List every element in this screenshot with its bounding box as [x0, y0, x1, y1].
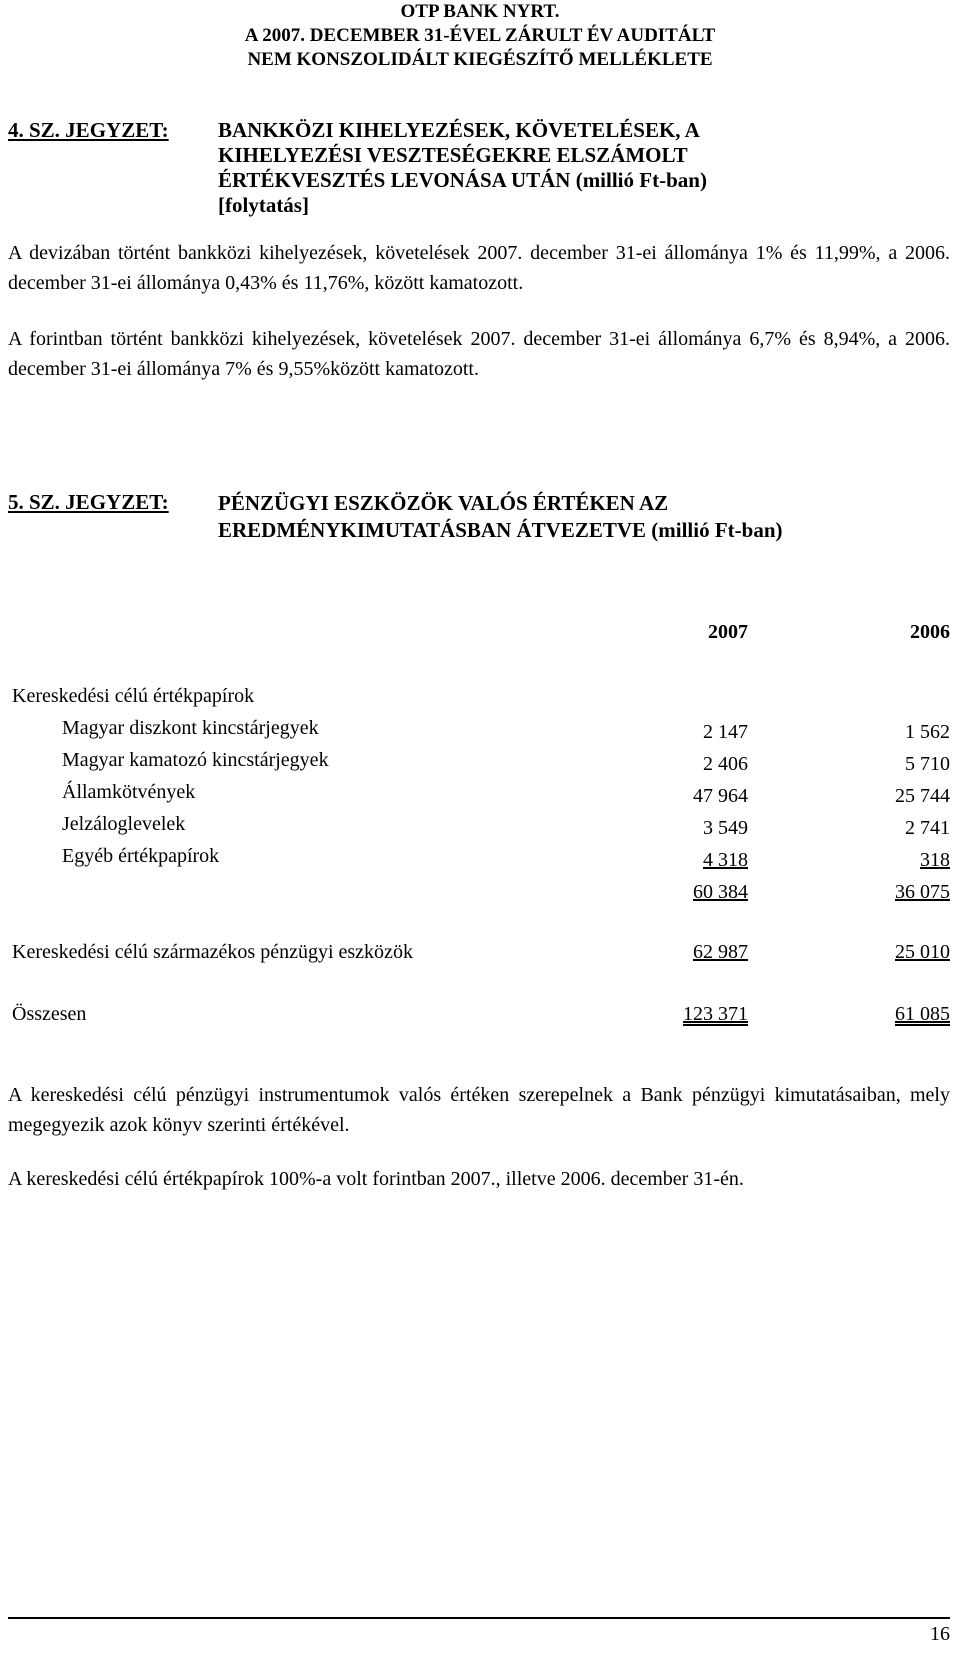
- value-2007: 2 406: [703, 753, 748, 775]
- bank-name: OTP BANK NYRT.: [400, 1, 560, 22]
- footer-divider: [8, 1617, 950, 1619]
- total-2006: 61 085: [895, 1003, 950, 1025]
- row-label: Jelzáloglevelek: [62, 813, 186, 835]
- fair-value-paragraph: A kereskedési célú pénzügyi instrumentumok valós értéken szerepelnek a Bank pénzügyi kimutatásaiban, mely megegyezik azok könyv szerinti értékével.: [8, 1084, 950, 1136]
- value-2006: 1 562: [905, 721, 950, 743]
- report-title-line1: A 2007. DECEMBER 31-ÉVEL ZÁRULT ÉV AUDITÁLT: [244, 25, 716, 46]
- report-title-line2: NEM KONSZOLIDÁLT KIEGÉSZÍTŐ MELLÉKLETE: [247, 49, 713, 70]
- row-label: Államkötvények: [62, 781, 196, 803]
- section-label-trading-securities: Kereskedési célú értékpapírok: [12, 685, 255, 707]
- note5-label: 5. SZ. JEGYZET:: [8, 490, 169, 514]
- total-2007: 123 371: [683, 1003, 748, 1025]
- value-2006: 2 741: [905, 817, 950, 839]
- col-header-2006: 2006: [910, 621, 950, 643]
- note5-title-line: EREDMÉNYKIMUTATÁSBAN ÁTVEZETVE (millió Ft-ban): [218, 518, 783, 542]
- value-2007: 2 147: [703, 721, 748, 743]
- value-2006: 318: [920, 849, 950, 871]
- value-2006: 25 744: [895, 785, 950, 807]
- row-label: Magyar kamatozó kincstárjegyek: [62, 749, 329, 771]
- value-2007: 4 318: [703, 849, 748, 871]
- subtotal-2006: 36 075: [895, 881, 950, 903]
- note4-title: [218, 118, 707, 218]
- row-label: Egyéb értékpapírok: [62, 845, 220, 867]
- note4-paragraph-forint: A forintban történt bankközi kihelyezések, követelések 2007. december 31-ei állománya 6,7% és 8,94%, a 2006. december 31-ei állománya 7% és 9,55%között kamatozott.: [8, 328, 950, 380]
- value-2007: 3 549: [703, 817, 748, 839]
- derivatives-2007: 62 987: [693, 941, 748, 963]
- col-header-2007: 2007: [708, 621, 748, 643]
- row-label: Magyar diszkont kincstárjegyek: [62, 717, 319, 739]
- derivatives-2006: 25 010: [895, 941, 950, 963]
- currency-paragraph: A kereskedési célú értékpapírok 100%-a volt forintban 2007., illetve 2006. december 31-én.: [8, 1168, 744, 1190]
- note5-title: [218, 490, 783, 544]
- note4-label: 4. SZ. JEGYZET:: [8, 118, 169, 142]
- document-header: [0, 0, 960, 72]
- total-label: Összesen: [12, 1003, 87, 1025]
- page-number: 16: [930, 1623, 950, 1645]
- value-2007: 47 964: [693, 785, 748, 807]
- derivatives-label: Kereskedési célú származékos pénzügyi eszközök: [12, 941, 413, 963]
- value-2006: 5 710: [905, 753, 950, 775]
- subtotal-2007: 60 384: [693, 881, 748, 903]
- note4-title-line: [folytatás]: [218, 193, 309, 217]
- note4-title-line: KIHELYEZÉSI VESZTESÉGEKRE ELSZÁMOLT: [218, 143, 688, 167]
- note4-title-line: ÉRTÉKVESZTÉS LEVONÁSA UTÁN (millió Ft-ban): [218, 168, 707, 192]
- note4-paragraph-foreign: A devizában történt bankközi kihelyezések, követelések 2007. december 31-ei állománya 1% és 11,99%, a 2006. december 31-ei állománya 0,43% és 11,76%, között kamatozott.: [8, 242, 950, 294]
- note5-title-line: PÉNZÜGYI ESZKÖZÖK VALÓS ÉRTÉKEN AZ: [218, 491, 669, 515]
- note4-title-line: BANKKÖZI KIHELYEZÉSEK, KÖVETELÉSEK, A: [218, 118, 700, 142]
